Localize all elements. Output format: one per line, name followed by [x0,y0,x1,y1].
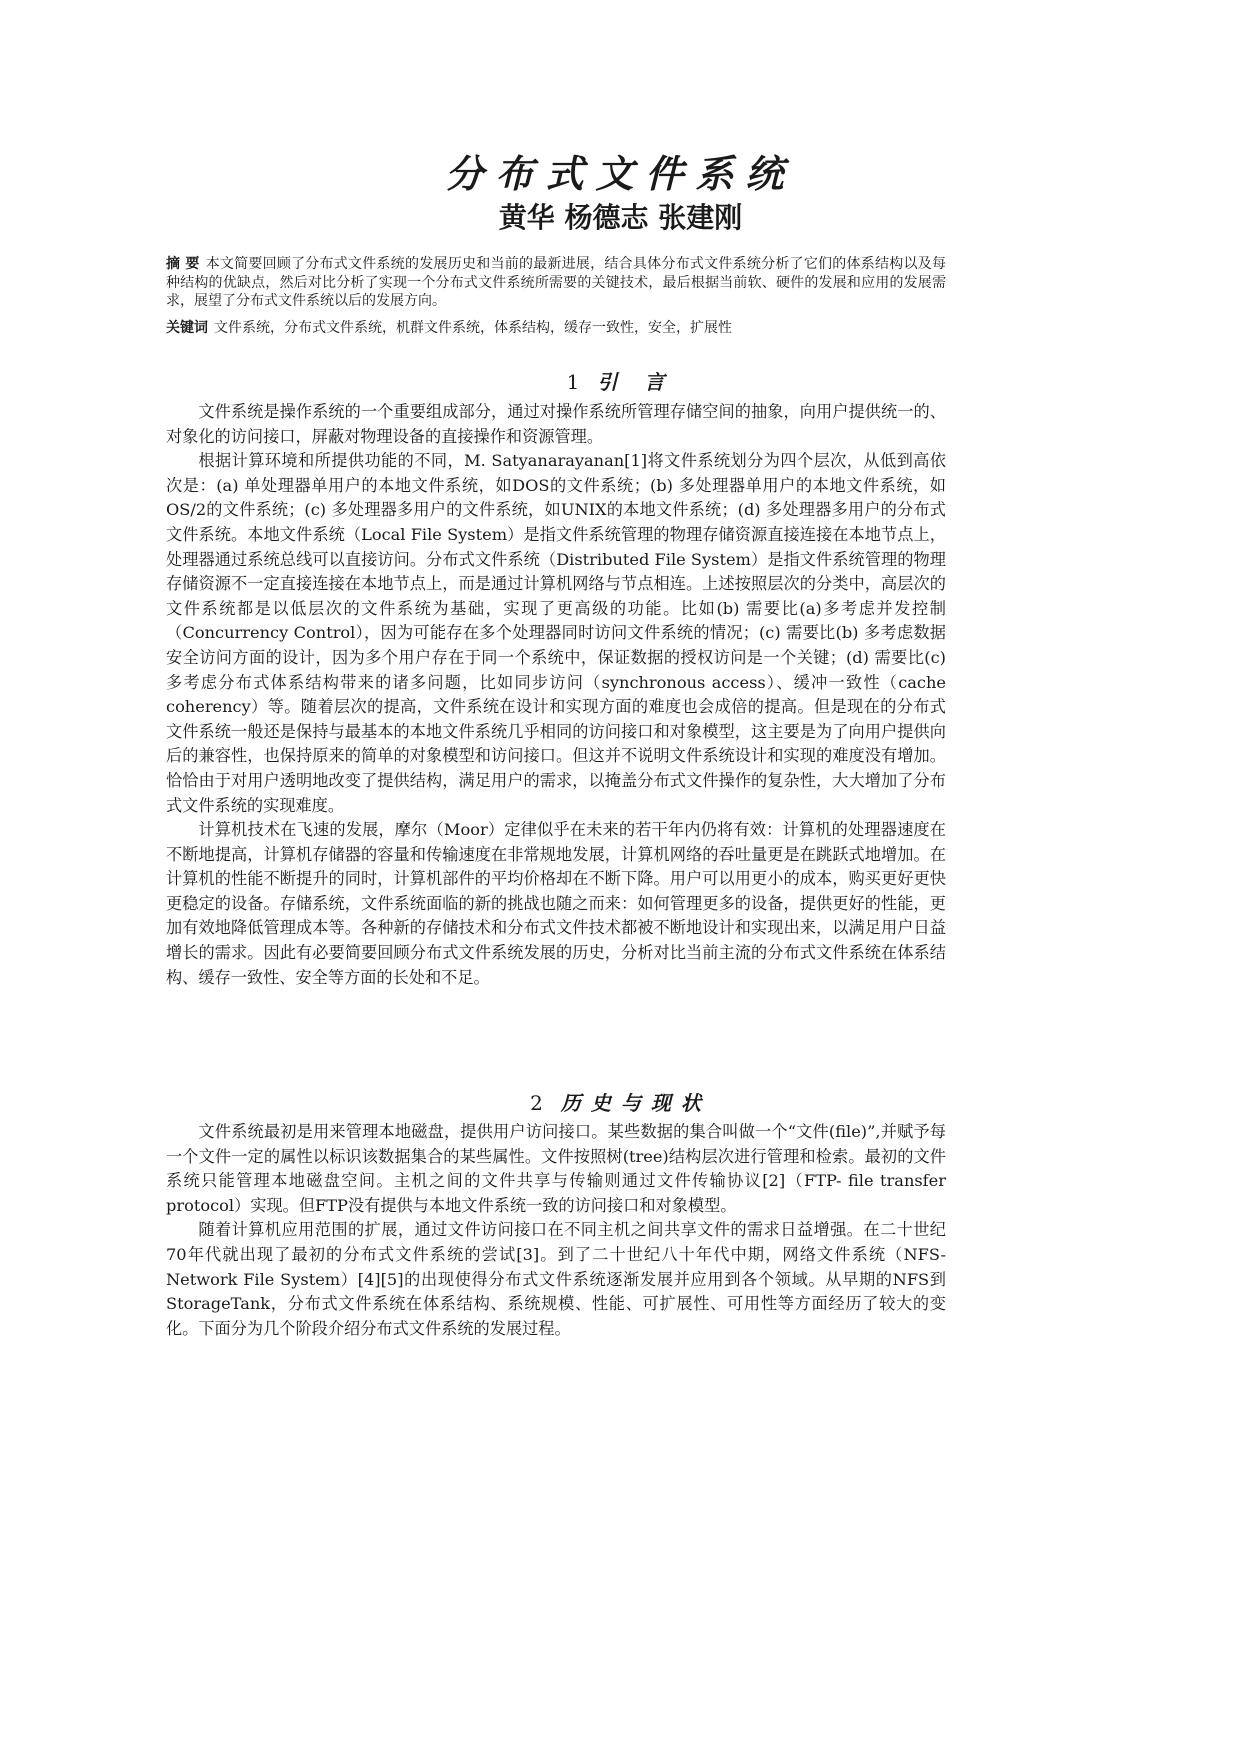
keywords-text: 文件系统，分布式文件系统，机群文件系统，体系结构，缓存一致性，安全，扩展性 [214,320,732,336]
abstract-label: 摘 要 [166,256,200,272]
paragraph: 文件系统最初是用来管理本地磁盘，提供用户访问接口。某些数据的集合叫做一个“文件(file)”,并赋予每一个文件一定的属性以标识该数据集合的某些属性。文件按照树(tree)结构层次进行管理和检索。最初的文件系统只能管理本地磁盘空间。主机之间的文件共享与传输则通过文件传输协议[2]（FTP- file transfer protocol）实现。但FTP没有提供与本地文件系统一致的访问接口和对象模型。 [166,1122,946,1215]
section-2-body [166,1120,946,1341]
section-1-heading [0,366,1241,395]
keywords [166,319,946,337]
paper-title: 分布式文件系统 [445,151,796,196]
keywords-label: 关键词 [166,320,208,336]
paragraph: 根据计算环境和所提供功能的不同，M. Satyanarayanan[1]将文件系统划分为四个层次，从低到高依次是：(a) 单处理器单用户的本地文件系统，如DOS的文件系统；(b) 多处理器单用户的本地文件系统，如OS/2的文件系统；(c) 多处理器多用户的文件系统，如UNIX的本地文件系统；(d) 多处理器多用户的分布式文件系统。本地文件系统（Local File System）是指文件系统管理的物理存储资源直接连接在本地节点上，处理器通过系统总线可以直接访问。分布式文件系统（Distributed File System）是指文件系统管理的物理存储资源不一定直接连接在本地节点上，而是通过计算机网络与节点相连。上述按照层次的分类中，高层次的文件系统都是以低层次的文件系统为基础，实现了更高级的功能。比如(b) 需要比(a)多考虑并发控制（Concurrency Control），因为可能存在多个处理器同时访问文件系统的情况；(c) 需要比(b) 多考虑数据安全访问方面的设计，因为多个用户存在于同一个系统中，保证数据的授权访问是一个关键；(d) 需要比(c) 多考虑分布式体系结构带来的诸多问题，比如同步访问（synchronous access）、缓冲一致性（cache coherency）等。随着层次的提高，文件系统在设计和实现方面的难度也会成倍的提高。但是现在的分布式文件系统一般还是保持与最基本的本地文件系统几乎相同的访问接口和对象模型，这主要是为了向用户提供向后的兼容性，也保持原来的简单的对象模型和访问接口。但这并不说明文件系统设计和实现的难度没有增加。恰恰由于对用户透明地改变了提供结构，满足用户的需求，以掩盖分布式文件操作的复杂性，大大增加了分布式文件系统的实现难度。 [166,451,946,815]
paragraph: 随着计算机应用范围的扩展，通过文件访问接口在不同主机之间共享文件的需求日益增强。在二十世纪70年代就出现了最初的分布式文件系统的尝试[3]。到了二十世纪八十年代中期，网络文件系统（NFS-Network File System）[4][5]的出现使得分布式文件系统逐渐发展并应用到各个领域。从早期的NFS到StorageTank，分布式文件系统在体系结构、系统规模、性能、可扩展性、可用性等方面经历了较大的变化。下面分为几个阶段介绍分布式文件系统的发展过程。 [166,1220,946,1338]
abstract [166,255,946,311]
section-2-title: 历史与现状 [560,1091,711,1115]
section-1-title: 引 言 [597,370,675,394]
section-2-heading [0,1087,1241,1116]
section-2-number: 2 [530,1091,543,1115]
section-1-body [166,400,946,990]
paper-authors: 黄华 杨德志 张建刚 [498,201,743,234]
paragraph: 文件系统是操作系统的一个重要组成部分，通过对操作系统所管理存储空间的抽象，向用户提供统一的、对象化的访问接口，屏蔽对物理设备的直接操作和资源管理。 [166,402,946,446]
paragraph: 计算机技术在飞速的发展，摩尔（Moor）定律似乎在未来的若干年内仍将有效：计算机的处理器速度在不断地提高，计算机存储器的容量和传输速度在非常规地发展，计算机网络的吞吐量更是在跳跃式地增加。在计算机的性能不断提升的同时，计算机部件的平均价格却在不断下降。用户可以用更小的成本，购买更好更快更稳定的设备。存储系统，文件系统面临的新的挑战也随之而来：如何管理更多的设备，提供更好的性能，更加有效地降低管理成本等。各种新的存储技术和分布式文件技术都被不断地设计和实现出来，以满足用户日益增长的需求。因此有必要简要回顾分布式文件系统发展的历史，分析对比当前主流的分布式文件系统在体系结构、缓存一致性、安全等方面的长处和不足。 [166,820,946,987]
abstract-text: 本文简要回顾了分布式文件系统的发展历史和当前的最新进展，结合具体分布式文件系统分析了它们的体系结构以及每种结构的优缺点，然后对比分析了实现一个分布式文件系统所需要的关键技术，最后根据当前软、硬件的发展和应用的发展需求，展望了分布式文件系统以后的发展方向。 [166,256,947,309]
section-1-number: 1 [566,370,580,394]
